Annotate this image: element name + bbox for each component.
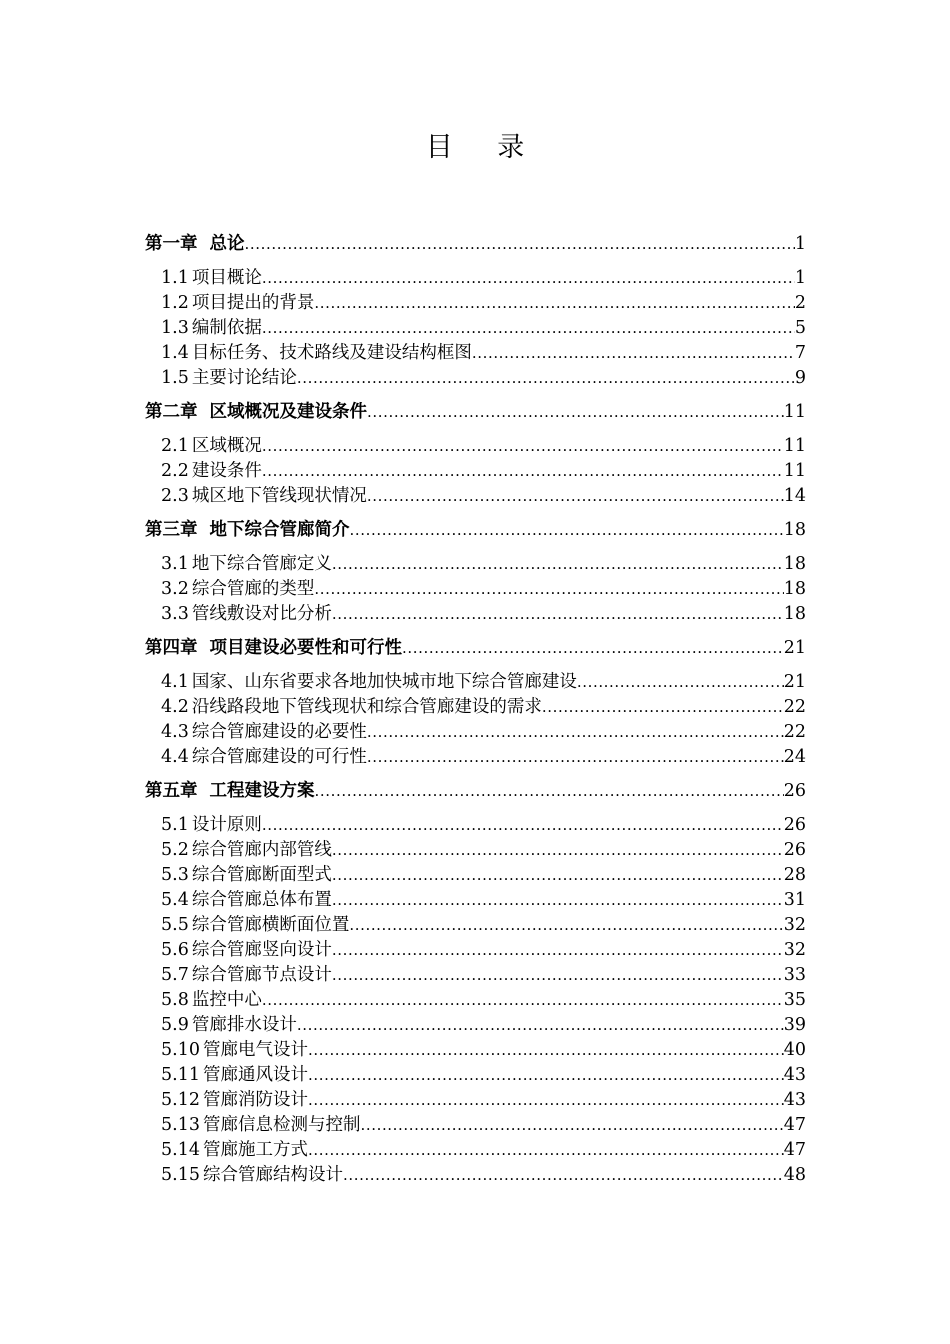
toc-dot-leader <box>332 602 784 627</box>
toc-page-number: 26 <box>783 815 806 835</box>
toc-page-number: 24 <box>783 747 806 767</box>
toc-page-number: 32 <box>783 940 806 960</box>
toc-section-entry[interactable] <box>145 863 806 888</box>
toc-section-entry[interactable] <box>145 888 806 913</box>
toc-entry-label <box>161 316 262 341</box>
toc-page-number: 11 <box>783 461 806 481</box>
toc-chapter-entry[interactable] <box>145 779 806 804</box>
toc-entry-title: 管廊信息检测与控制 <box>202 1115 361 1135</box>
toc-entry-label <box>145 636 402 661</box>
toc-entry-title: 管线敷设对比分析 <box>191 604 332 624</box>
toc-dot-leader <box>262 813 784 838</box>
toc-dot-leader <box>262 266 795 291</box>
toc-entry-title: 管廊施工方式 <box>202 1140 308 1160</box>
toc-dot-leader <box>332 888 784 913</box>
toc-section-entry[interactable] <box>145 1013 806 1038</box>
toc-page-number: 18 <box>783 604 806 624</box>
toc-dot-leader <box>472 341 795 366</box>
toc-page-number: 33 <box>783 965 806 985</box>
toc-entry-number: 第三章 <box>145 520 198 540</box>
toc-entry-number: 4.1 <box>161 672 189 692</box>
toc-entry-label <box>161 552 332 577</box>
toc-section-entry[interactable] <box>145 459 806 484</box>
toc-entry-title: 设计原则 <box>191 815 262 835</box>
toc-entry-title: 监控中心 <box>191 990 262 1010</box>
toc-entry-label <box>161 863 332 888</box>
toc-entry-number: 5.15 <box>161 1165 200 1185</box>
toc-entry-title: 综合管廊的类型 <box>191 579 315 599</box>
toc-entry-number: 5.10 <box>161 1040 200 1060</box>
toc-page-number: 18 <box>783 579 806 599</box>
toc-entry-label <box>161 1038 308 1063</box>
toc-entry-title: 管廊电气设计 <box>202 1040 308 1060</box>
toc-section-entry[interactable] <box>145 602 806 627</box>
toc-dot-leader <box>577 670 784 695</box>
toc-entry-title: 目标任务、技术路线及建设结构框图 <box>191 343 472 363</box>
toc-section-entry[interactable] <box>145 366 806 391</box>
toc-entry-number: 第四章 <box>145 638 198 658</box>
toc-entry-number: 1.4 <box>161 343 189 363</box>
toc-page-number: 47 <box>783 1140 806 1160</box>
toc-dot-leader <box>367 745 784 770</box>
toc-entry-label <box>161 291 314 316</box>
toc-entry-title: 工程建设方案 <box>209 781 315 801</box>
toc-dot-leader <box>367 720 784 745</box>
toc-page-number: 18 <box>783 554 806 574</box>
toc-entry-title: 城区地下管线现状情况 <box>191 486 367 506</box>
toc-entry-title: 区域概况 <box>191 436 262 456</box>
toc-page-number: 28 <box>783 865 806 885</box>
toc-entry-label <box>161 888 332 913</box>
toc-entry-label <box>161 1013 297 1038</box>
toc-entry-number: 第五章 <box>145 781 198 801</box>
toc-section-entry[interactable] <box>145 266 806 291</box>
toc-dot-leader <box>332 552 784 577</box>
toc-entry-label <box>161 745 367 770</box>
toc-dot-leader <box>315 779 784 804</box>
toc-section-entry[interactable] <box>145 1063 806 1088</box>
toc-entry-label <box>161 1113 360 1138</box>
toc-entry-label <box>161 938 332 963</box>
toc-page-number: 14 <box>783 486 806 506</box>
toc-entry-number: 4.4 <box>161 747 189 767</box>
toc-entry-label <box>161 459 262 484</box>
toc-dot-leader <box>262 434 784 459</box>
toc-entry-label <box>161 366 297 391</box>
toc-entry-title: 区域概况及建设条件 <box>209 402 367 422</box>
toc-page-number: 2 <box>794 293 806 313</box>
toc-entry-title: 综合管廊节点设计 <box>191 965 332 985</box>
toc-entry-number: 2.3 <box>161 486 189 506</box>
toc-page-number: 40 <box>783 1040 806 1060</box>
toc-chapter-entry[interactable] <box>145 232 806 257</box>
toc-entry-title: 地下综合管廊简介 <box>209 520 350 540</box>
toc-entry-number: 5.13 <box>161 1115 200 1135</box>
toc-entry-number: 5.6 <box>161 940 189 960</box>
toc-section-entry[interactable] <box>145 913 806 938</box>
page-title: 目 录 <box>425 132 543 163</box>
toc-section-entry[interactable] <box>145 670 806 695</box>
toc-entry-number: 5.11 <box>161 1065 200 1085</box>
toc-section-entry[interactable] <box>145 1138 806 1163</box>
toc-page-number: 21 <box>783 672 806 692</box>
toc-section-entry[interactable] <box>145 434 806 459</box>
toc-page-number: 32 <box>783 915 806 935</box>
toc-dot-leader <box>332 963 784 988</box>
toc-section-entry[interactable] <box>145 1163 806 1188</box>
toc-page-number: 5 <box>794 318 806 338</box>
toc-page-number: 11 <box>783 402 806 422</box>
toc-page-number: 22 <box>783 722 806 742</box>
toc-section-entry[interactable] <box>145 720 806 745</box>
toc-section-entry[interactable] <box>145 813 806 838</box>
toc-entry-number: 3.3 <box>161 604 189 624</box>
toc-entry-title: 综合管廊横断面位置 <box>191 915 350 935</box>
toc-entry-label <box>161 602 332 627</box>
toc-page-number: 43 <box>783 1065 806 1085</box>
toc-entry-number: 5.7 <box>161 965 189 985</box>
toc-page-number: 18 <box>783 520 806 540</box>
toc-page-number: 48 <box>783 1165 806 1185</box>
toc-dot-leader <box>245 232 795 257</box>
toc-entry-number: 3.2 <box>161 579 189 599</box>
toc-page-number: 21 <box>783 638 806 658</box>
toc-entry-number: 5.4 <box>161 890 189 910</box>
toc-dot-leader <box>332 863 784 888</box>
toc-chapter-entry[interactable] <box>145 636 806 661</box>
toc-entry-title: 综合管廊建设的可行性 <box>191 747 367 767</box>
toc-entry-number: 5.1 <box>161 815 189 835</box>
toc-entry-label <box>145 518 350 543</box>
toc-entry-title: 主要讨论结论 <box>191 368 297 388</box>
toc-entry-title: 管廊消防设计 <box>202 1090 308 1110</box>
toc-entry-number: 2.2 <box>161 461 189 481</box>
toc-entry-title: 地下综合管廊定义 <box>191 554 332 574</box>
toc-entry-title: 综合管廊结构设计 <box>202 1165 343 1185</box>
toc-page-number: 43 <box>783 1090 806 1110</box>
toc-dot-leader <box>367 400 784 425</box>
toc-dot-leader <box>332 938 784 963</box>
toc-dot-leader <box>314 577 783 602</box>
toc-dot-leader <box>308 1138 784 1163</box>
toc-entry-number: 4.2 <box>161 697 189 717</box>
toc-dot-leader <box>343 1163 784 1188</box>
toc-page-number: 47 <box>783 1115 806 1135</box>
toc-section-entry[interactable] <box>145 988 806 1013</box>
toc-entry-label <box>161 720 367 745</box>
toc-entry-number: 5.2 <box>161 840 189 860</box>
toc-entry-number: 1.2 <box>161 293 189 313</box>
toc-dot-leader <box>542 695 784 720</box>
toc-dot-leader <box>297 366 795 391</box>
toc-entry-number: 1.5 <box>161 368 189 388</box>
toc-entry-number: 第二章 <box>145 402 198 422</box>
toc-dot-leader <box>314 291 795 316</box>
toc-entry-label <box>145 779 315 804</box>
toc-entry-title: 综合管廊内部管线 <box>191 840 332 860</box>
toc-section-entry[interactable] <box>145 838 806 863</box>
toc-section-entry[interactable] <box>145 341 806 366</box>
toc-entry-label <box>161 813 262 838</box>
toc-entry-label <box>161 1088 308 1113</box>
toc-entry-number: 5.5 <box>161 915 189 935</box>
toc-dot-leader <box>350 518 784 543</box>
toc-entry-number: 3.1 <box>161 554 189 574</box>
toc-dot-leader <box>262 988 784 1013</box>
toc-entry-title: 管廊通风设计 <box>202 1065 308 1085</box>
toc-page-number: 11 <box>783 436 806 456</box>
toc-page-number: 39 <box>783 1015 806 1035</box>
toc-page-number: 1 <box>794 234 806 254</box>
toc-entry-title: 综合管廊断面型式 <box>191 865 332 885</box>
toc-section-entry[interactable] <box>145 1113 806 1138</box>
toc-entry-number: 1.1 <box>161 268 189 288</box>
toc-section-entry[interactable] <box>145 291 806 316</box>
toc-section-entry[interactable] <box>145 1038 806 1063</box>
toc-entry-number: 4.3 <box>161 722 189 742</box>
toc-section-entry[interactable] <box>145 484 806 509</box>
toc-entry-label <box>161 577 314 602</box>
toc-dot-leader <box>262 459 784 484</box>
toc-page-number: 1 <box>794 268 806 288</box>
toc-entry-title: 总论 <box>209 234 245 254</box>
toc-entry-number: 5.14 <box>161 1140 200 1160</box>
toc-entry-label <box>161 1163 343 1188</box>
toc-entry-title: 项目提出的背景 <box>191 293 315 313</box>
toc-section-entry[interactable] <box>145 963 806 988</box>
toc-entry-label <box>161 341 472 366</box>
toc-entry-label <box>161 484 367 509</box>
toc-page-number: 22 <box>783 697 806 717</box>
toc-section-entry[interactable] <box>145 695 806 720</box>
toc-dot-leader <box>332 838 784 863</box>
toc-chapter-entry[interactable] <box>145 400 806 425</box>
toc-dot-leader <box>308 1038 784 1063</box>
toc-section-entry[interactable] <box>145 1088 806 1113</box>
toc-entry-title: 沿线路段地下管线现状和综合管廊建设的需求 <box>191 697 542 717</box>
toc-entry-title: 编制依据 <box>191 318 262 338</box>
toc-entry-title: 综合管廊建设的必要性 <box>191 722 367 742</box>
toc-page-number: 7 <box>794 343 806 363</box>
toc-dot-leader <box>360 1113 783 1138</box>
toc-page-number: 26 <box>783 840 806 860</box>
toc-entry-label <box>145 232 245 257</box>
toc-page-number: 35 <box>783 990 806 1010</box>
toc-entry-number: 5.9 <box>161 1015 189 1035</box>
toc-dot-leader <box>297 1013 784 1038</box>
toc-section-entry[interactable] <box>145 938 806 963</box>
toc-page-number: 26 <box>783 781 806 801</box>
toc-entry-label <box>161 434 262 459</box>
toc-section-entry[interactable] <box>145 316 806 341</box>
toc-entry-number: 1.3 <box>161 318 189 338</box>
toc-entry-title: 建设条件 <box>191 461 262 481</box>
table-of-contents <box>145 232 806 1188</box>
toc-entry-label <box>161 266 262 291</box>
toc-entry-label <box>145 400 367 425</box>
toc-entry-label <box>161 988 262 1013</box>
toc-section-entry[interactable] <box>145 577 806 602</box>
toc-entry-number: 2.1 <box>161 436 189 456</box>
toc-entry-label <box>161 1063 308 1088</box>
toc-entry-label <box>161 695 542 720</box>
toc-dot-leader <box>262 316 795 341</box>
toc-dot-leader <box>367 484 784 509</box>
toc-dot-leader <box>402 636 784 661</box>
toc-chapter-entry[interactable] <box>145 518 806 543</box>
toc-entry-number: 第一章 <box>145 234 198 254</box>
toc-entry-number: 5.8 <box>161 990 189 1010</box>
toc-entry-title: 项目建设必要性和可行性 <box>209 638 402 658</box>
toc-dot-leader <box>349 913 783 938</box>
toc-dot-leader <box>308 1063 784 1088</box>
toc-entry-label <box>161 670 577 695</box>
toc-section-entry[interactable] <box>145 745 806 770</box>
toc-entry-title: 综合管廊总体布置 <box>191 890 332 910</box>
toc-entry-title: 综合管廊竖向设计 <box>191 940 332 960</box>
toc-entry-title: 项目概论 <box>191 268 262 288</box>
toc-entry-number: 5.12 <box>161 1090 200 1110</box>
toc-page-number: 31 <box>783 890 806 910</box>
toc-entry-label <box>161 913 349 938</box>
toc-page-number: 9 <box>794 368 806 388</box>
toc-entry-label <box>161 963 332 988</box>
toc-entry-label <box>161 838 332 863</box>
toc-entry-title: 管廊排水设计 <box>191 1015 297 1035</box>
toc-entry-title: 国家、山东省要求各地加快城市地下综合管廊建设 <box>191 672 577 692</box>
toc-dot-leader <box>308 1088 784 1113</box>
toc-section-entry[interactable] <box>145 552 806 577</box>
toc-entry-label <box>161 1138 308 1163</box>
toc-entry-number: 5.3 <box>161 865 189 885</box>
